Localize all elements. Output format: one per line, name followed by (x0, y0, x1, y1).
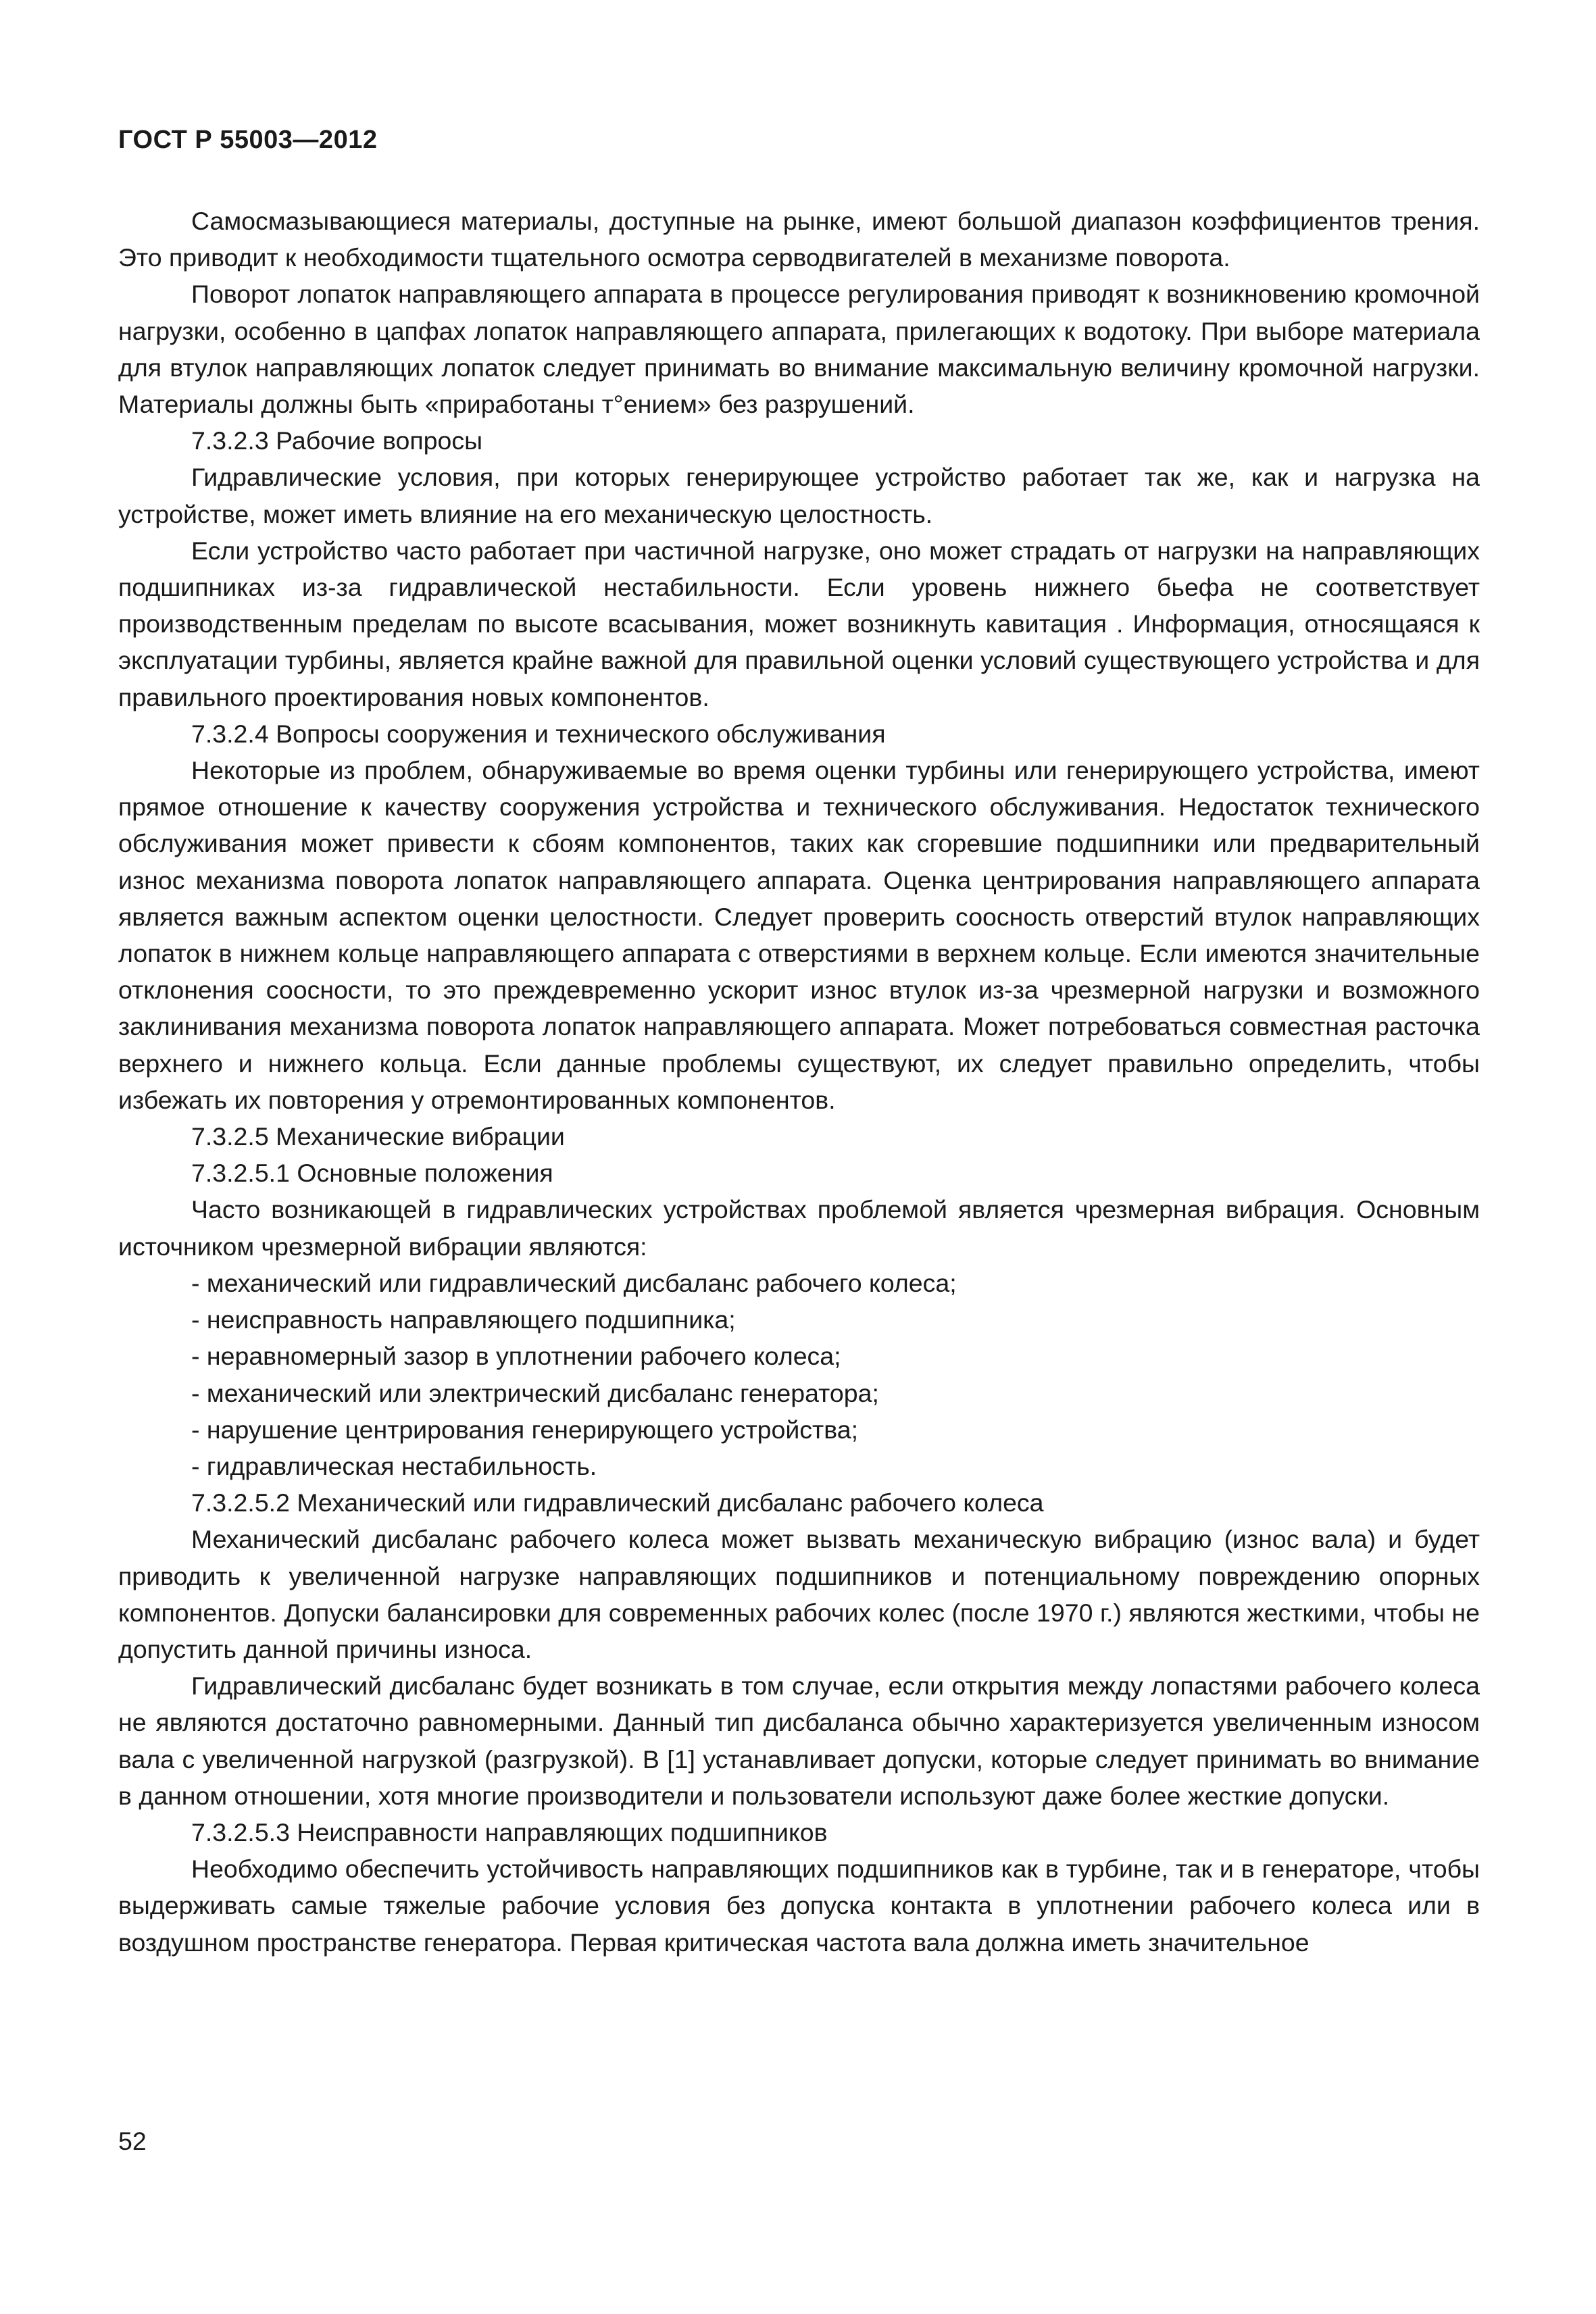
paragraph: Самосмазывающиеся материалы, доступные на рынке, имеют большой диапазон коэффициентов трения. Это приводит к необходимости тщательного осмотра серводвигателей в механизме поворота. (118, 207, 1480, 272)
document-header: ГОСТ Р 55003—2012 (118, 126, 378, 154)
list-item: - нарушение центрирования генерирующего устройства; (191, 1415, 858, 1444)
document-body (118, 203, 1480, 1961)
page-number: 52 (118, 2127, 147, 2155)
paragraph: Гидравлический дисбаланс будет возникать в том случае, если открытия между лопастями рабочего колеса не являются достаточно равномерными. Данный тип дисбаланса обычно характеризуется увеличенным износом вала с увеличенной нагрузкой (разгрузкой). В [1] устанавливает допуски, которые следует принимать во внимание в данном отношении, хотя многие производители и пользователи используют даже более жесткие допуски. (118, 1671, 1480, 1810)
paragraph: Поворот лопаток направляющего аппарата в процессе регулирования приводят к возникновению кромочной нагрузки, особенно в цапфах лопаток направляющего аппарата, прилегающих к водотоку. При выборе материала для втулок направляющих лопаток следует принимать во внимание максимальную величину кромочной нагрузки. Материалы должны быть «приработаны т°ением» без разрушений. (118, 280, 1480, 419)
section-heading: 7.3.2.5 Механические вибрации (191, 1122, 565, 1151)
section-heading: 7.3.2.4 Вопросы сооружения и технического обслуживания (191, 719, 886, 748)
paragraph: Если устройство часто работает при частичной нагрузке, оно может страдать от нагрузки на направляющих подшипниках из-за гидравлической нестабильности. Если уровень нижнего бьефа не соответствует производственным пределам по высоте всасывания, может возникнуть кавитация . Информация, относящаяся к эксплуатации турбины, является крайне важной для правильной оценки условий существующего устройства и для правильного проектирования новых компонентов. (118, 536, 1480, 711)
paragraph: Некоторые из проблем, обнаруживаемые во время оценки турбины или генерирующего устройства, имеют прямое отношение к качеству сооружения устройства и технического обслуживания. Недостаток технического обслуживания может привести к сбоям компонентов, таких как сгоревшие подшипники или предварительный износ механизма поворота лопаток направляющего аппарата. Оценка центрирования направляющего аппарата является важным аспектом оценки целостности. Следует проверить соосность отверстий втулок направляющих лопаток в нижнем кольце направляющего аппарата с отверстиями в верхнем кольце. Если имеются значительные отклонения соосности, то это преждевременно ускорит износ втулок из-за чрезмерной нагрузки и возможного заклинивания механизма поворота лопаток направляющего аппарата. Может потребоваться совместная расточка верхнего и нижнего кольца. Если данные проблемы существуют, их следует правильно определить, чтобы избежать их повторения у отремонтированных компонентов. (118, 756, 1480, 1114)
paragraph: Гидравлические условия, при которых генерирующее устройство работает так же, как и нагрузка на устройстве, может иметь влияние на его механическую целостность. (118, 463, 1480, 528)
list-item: - неисправность направляющего подшипника; (191, 1305, 736, 1334)
section-heading: 7.3.2.3 Рабочие вопросы (191, 426, 483, 455)
paragraph: Механический дисбаланс рабочего колеса может вызвать механическую вибрацию (износ вала) и будет приводить к увеличенной нагрузке направляющих подшипников и потенциальному повреждению опорных компонентов. Допуски балансировки для современных рабочих колес (после 1970 г.) являются жесткими, чтобы не допустить данной причины износа. (118, 1525, 1480, 1663)
list-item: - неравномерный зазор в уплотнении рабочего колеса; (191, 1342, 841, 1371)
list-item: - механический или электрический дисбаланс генератора; (191, 1378, 879, 1407)
paragraph: Необходимо обеспечить устойчивость направляющих подшипников как в турбине, так и в генераторе, чтобы выдерживать самые тяжелые рабочие условия без допуска контакта в уплотнении рабочего колеса или в воздушном пространстве генератора. Первая критическая частота вала должна иметь значительное (118, 1855, 1480, 1957)
section-heading: 7.3.2.5.2 Механический или гидравлический дисбаланс рабочего колеса (191, 1488, 1044, 1517)
list-item: - механический или гидравлический дисбаланс рабочего колеса; (191, 1268, 957, 1297)
list-item: - гидравлическая нестабильность. (191, 1451, 597, 1480)
section-heading: 7.3.2.5.3 Неисправности направляющих подшипников (191, 1817, 828, 1846)
paragraph: Часто возникающей в гидравлических устройствах проблемой является чрезмерная вибрация. Основным источником чрезмерной вибрации являются: (118, 1195, 1480, 1261)
section-heading: 7.3.2.5.1 Основные положения (191, 1159, 553, 1188)
